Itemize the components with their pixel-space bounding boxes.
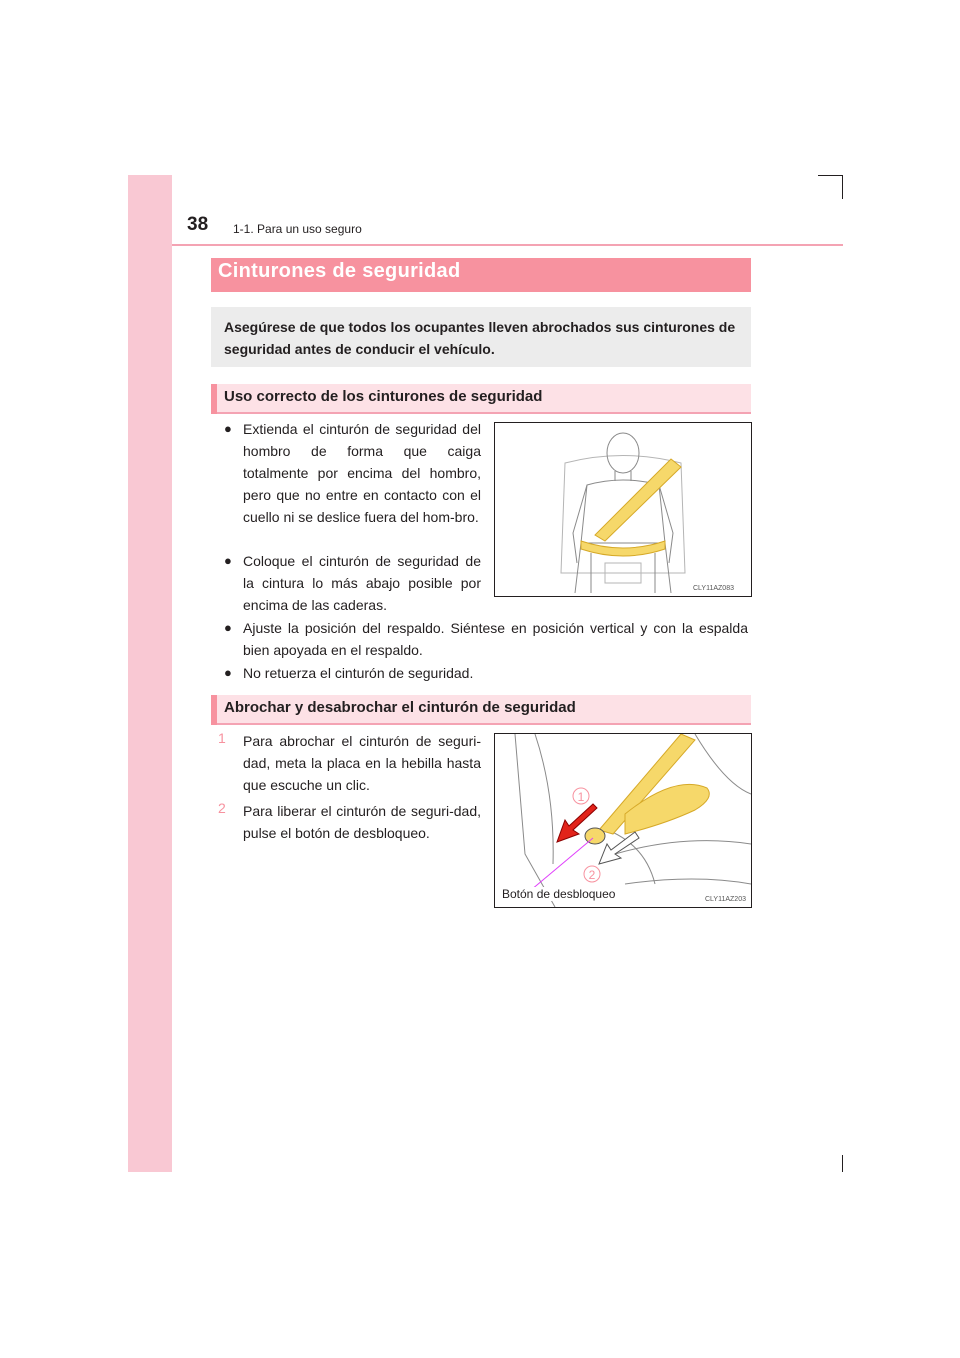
page-title: Cinturones de seguridad — [218, 260, 461, 282]
step-number: 1 — [218, 730, 226, 746]
intro-text: Asegúrese de que todos los ocupantes lleven abrochados sus cinturones de seguridad antes de conducir el vehículo. — [224, 319, 736, 357]
bullet-text: No retuerza el cinturón de seguridad. — [243, 665, 474, 681]
figure-code: CLY11AZ203 — [705, 896, 746, 903]
bullet-icon: ● — [224, 421, 232, 436]
step-number: 2 — [218, 800, 226, 816]
seatbelt-position-figure — [494, 422, 752, 597]
section-heading-accent — [211, 695, 217, 725]
crop-mark — [842, 175, 843, 199]
step-text: Para liberar el cinturón de seguri-dad, pulse el botón de desbloqueo. — [243, 803, 481, 841]
section-heading: Abrochar y desabrochar el cinturón de seguridad — [224, 699, 576, 716]
bullet-item — [224, 550, 481, 616]
bullet-icon: ● — [224, 665, 232, 680]
buckle-figure — [494, 733, 752, 908]
bullet-item — [224, 617, 748, 661]
bullet-icon: ● — [224, 553, 232, 568]
sidebar-strip — [128, 175, 172, 1172]
section-label: 1-1. Para un uso seguro — [233, 222, 362, 236]
bullet-text: Coloque el cinturón de seguridad de la cintura lo más abajo posible por encima de las caderas. — [243, 553, 481, 613]
bullet-text: Ajuste la posición del respaldo. Siéntese en posición vertical y con la espalda bien apoyada en el respaldo. — [243, 620, 748, 658]
section-heading: Uso correcto de los cinturones de seguridad — [224, 388, 543, 405]
callout-number: 2 — [588, 868, 596, 882]
crop-mark — [818, 175, 843, 176]
bullet-text: Extienda el cinturón de seguridad del hombro de forma que caiga totalmente por encima del hombro, pero que no entre en contacto con el cuello ni se deslice fuera del hom-bro. — [243, 421, 481, 525]
figure-code: CLY11AZ083 — [693, 585, 734, 592]
crop-mark — [842, 1155, 843, 1172]
section-heading-accent — [211, 384, 217, 414]
callout-number: 1 — [577, 790, 585, 804]
bullet-icon: ● — [224, 620, 232, 635]
header-rule — [172, 244, 843, 246]
bullet-item — [224, 418, 481, 528]
bullet-item — [224, 662, 748, 684]
seated-person-illustration — [495, 423, 751, 596]
page-number: 38 — [187, 214, 209, 235]
release-button-label: Botón de desbloqueo — [502, 887, 616, 901]
step-text: Para abrochar el cinturón de seguri-dad, meta la placa en la hebilla hasta que escuche un clic. — [243, 733, 481, 793]
buckle-illustration — [495, 734, 751, 907]
